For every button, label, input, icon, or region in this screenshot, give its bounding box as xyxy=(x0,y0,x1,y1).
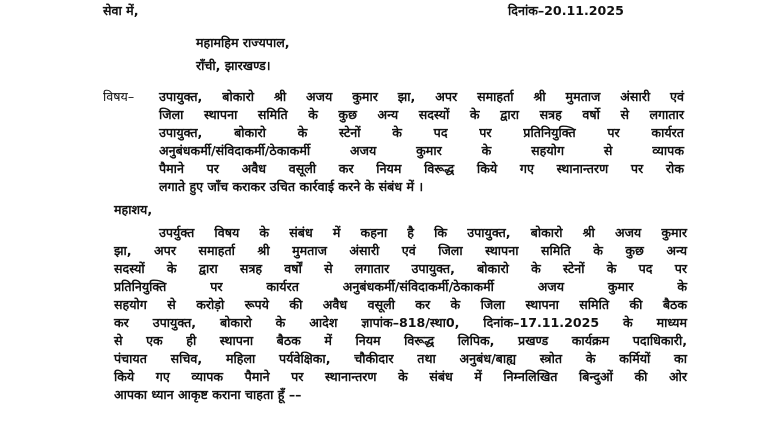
subject-line: लगाते हुए जॉंच कराकर उचित कार्रवाई करने के संबंध में । xyxy=(159,179,424,194)
recipient-line-1: महामहिम राज्यपाल, xyxy=(196,35,290,50)
body-line: कर उपायुक्त, बोकारो के आदेश ज्ञापांक–818/स्था0, दिनांक–17.11.2025 के माध्यम xyxy=(114,315,687,330)
recipient-line-2: रॉंची, झारखण्ड। xyxy=(196,58,271,73)
subject-label: विषय– xyxy=(103,89,135,104)
body-line: आपका ध्यान आकृष्ट कराना चाहता हूँ –– xyxy=(114,387,302,402)
letter-date: दिनांक–20.11.2025 xyxy=(508,3,624,18)
body-line: उपर्युक्त विषय के संबंध में कहना है कि उपायुक्त, बोकारो श्री अजय कुमार xyxy=(159,225,687,240)
subject-line: उपायुक्त, बोकारो श्री अजय कुमार झा, अपर समाहर्ता श्री मुमताज अंसारी एवं xyxy=(159,89,684,104)
body-line: झा, अपर समाहर्ता श्री मुमताज अंसारी एवं जिला स्थापना समिति के कुछ अन्य xyxy=(114,243,687,258)
subject-line: अनुबंधकर्मी/संविदाकर्मी/ठेकाकर्मी अजय कुमार के सहयोग से व्यापक xyxy=(159,143,684,158)
body-line: सदस्यों के द्वारा सत्रह वर्षों से लगातार उपायुक्त, बोकारो के स्टेनों के पद पर xyxy=(114,261,687,276)
body-line: सहयोग से करोड़ो रूपये की अवैध वसूली कर के जिला स्थापना समिति की बैठक xyxy=(114,297,687,312)
body-line: पंचायत सचिव, महिला पर्यवेक्षिका, चौकीदार तथा अनुबंध/बाह्य स्त्रोत के कर्मियों का xyxy=(114,351,687,366)
subject-line: उपायुक्त, बोकारो के स्टेनों के पद पर प्रतिनियुक्ति पर कार्यरत xyxy=(159,125,684,140)
subject-line: जिला स्थापना समिति के कुछ अन्य सदस्यों के द्वारा सत्रह वर्षो से लगातार xyxy=(159,107,684,122)
body-line: प्रतिनियुक्ति पर कार्यरत अनुबंधकर्मी/संविदाकर्मी/ठेकाकर्मी अजय कुमार के xyxy=(114,279,687,294)
salutation-to: सेवा में, xyxy=(103,3,139,18)
greeting: महाशय, xyxy=(114,202,153,217)
body-line: किये गए व्यापक पैमाने पर स्थानान्तरण के संबंध में निम्नलिखित बिन्दुओं की ओर xyxy=(114,369,687,384)
subject-line: पैमाने पर अवैध वसूली कर नियम विरूद्ध किये गए स्थानान्तरण पर रोक xyxy=(159,161,684,176)
body-line: से एक ही स्थापना बैठक में नियम विरूद्ध लिपिक, प्रखण्ड कार्यक्रम पदाधिकारी, xyxy=(114,333,687,348)
